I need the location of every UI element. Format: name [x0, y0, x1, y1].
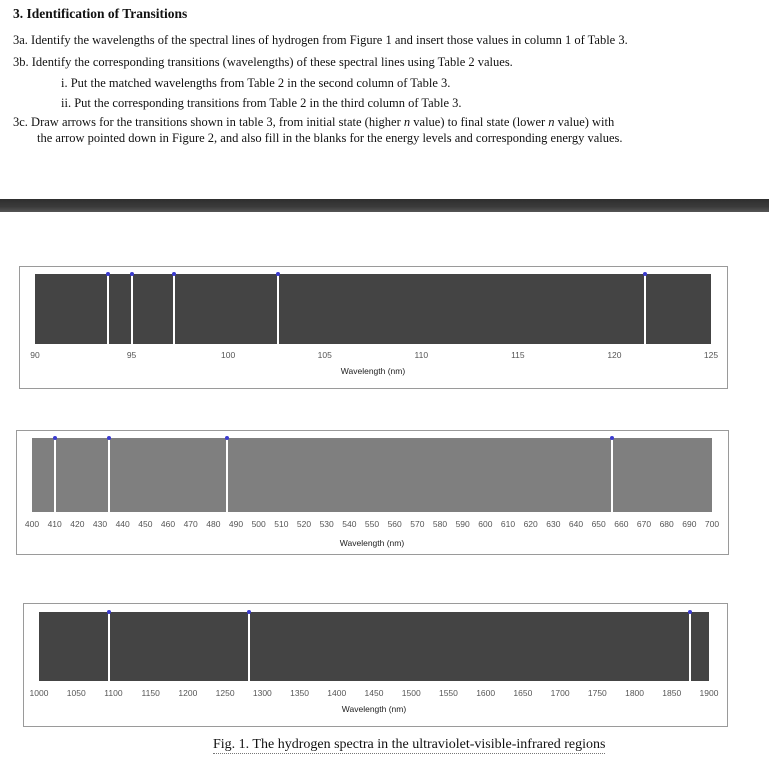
instruction-3c-line1 [13, 115, 614, 130]
uv-spectral-line [173, 274, 175, 344]
instruction-3c-line2: the arrow pointed down in Figure 2, and also fill in the blanks for the energy levels and corresponding energy values. [37, 131, 623, 145]
ir-tick-label: 1600 [476, 688, 496, 698]
ir-spectral-line [689, 612, 691, 681]
visible-tick-label: 640 [568, 519, 584, 529]
visible-tick-label: 690 [682, 519, 697, 529]
ir-tick-label: 1850 [662, 688, 682, 698]
visible-line-marker [225, 436, 229, 440]
ir-axis-label: Wavelength (nm) [341, 704, 407, 714]
visible-tick-label: 550 [364, 519, 380, 529]
visible-spectral-line [611, 438, 613, 512]
ir-tick-label: 1050 [66, 688, 86, 698]
ir-tick-label: 1100 [104, 688, 123, 698]
n-variable: n [403, 115, 411, 129]
visible-tick-label: 510 [274, 519, 289, 529]
visible-tick-label: 520 [296, 519, 312, 529]
ir-tick-label: 1650 [513, 688, 533, 698]
instruction-3b: 3b. Identify the corresponding transitions (wavelengths) of these spectral lines using Table 2 values. [13, 55, 513, 69]
visible-tick-label: 670 [636, 519, 652, 529]
visible-tick-label: 620 [523, 519, 538, 529]
visible-tick-label: 560 [387, 519, 402, 529]
uv-tick-label: 125 [703, 350, 719, 360]
uv-line-marker [130, 272, 134, 276]
n-variable: n [548, 115, 555, 129]
uv-axis-label: Wavelength (nm) [340, 366, 406, 376]
visible-tick-label: 680 [659, 519, 674, 529]
visible-tick-label: 410 [47, 519, 62, 529]
ir-tick-label: 1300 [252, 688, 272, 698]
visible-tick-label: 540 [342, 519, 357, 529]
visible-spectrum-bar [32, 438, 712, 512]
figure-caption: Fig. 1. The hydrogen spectra in the ultraviolet-visible-infrared regions [213, 737, 606, 752]
visible-tick-label: 430 [92, 519, 108, 529]
uv-tick-label: 115 [511, 350, 525, 360]
uv-spectral-line [644, 274, 646, 344]
ir-tick-label: 1350 [290, 688, 310, 698]
ir-tick-label: 1550 [438, 688, 458, 698]
uv-spectral-line [107, 274, 109, 344]
ir-tick-label: 1500 [401, 688, 421, 698]
instruction-3b-i: i. Put the matched wavelengths from Table 2 in the second column of Table 3. [61, 76, 451, 90]
uv-spectral-line [277, 274, 279, 344]
ir-tick-label: 1150 [141, 688, 160, 698]
visible-tick-label: 580 [432, 519, 448, 529]
visible-tick-label: 450 [138, 519, 153, 529]
visible-tick-label: 630 [546, 519, 561, 529]
visible-tick-label: 470 [183, 519, 198, 529]
instruction-3c-part2: value) to final state (lower [410, 115, 549, 129]
instruction-3c-part1: 3c. Draw arrows for the transitions shown in table 3, from initial state (higher [13, 115, 404, 129]
visible-tick-label: 490 [228, 519, 244, 529]
ir-spectral-line [108, 612, 110, 681]
visible-tick-label: 400 [24, 519, 40, 529]
ir-tick-label: 1750 [587, 688, 607, 698]
visible-tick-label: 650 [591, 519, 606, 529]
instruction-3c-part3: value) with [554, 115, 615, 129]
visible-tick-label: 500 [251, 519, 266, 529]
visible-tick-label: 480 [206, 519, 221, 529]
ir-tick-label: 1700 [550, 688, 570, 698]
ir-spectral-line [248, 612, 250, 681]
ir-tick-label: 1000 [29, 688, 49, 698]
visible-tick-label: 530 [319, 519, 334, 529]
visible-tick-label: 700 [704, 519, 720, 529]
ir-line-marker [107, 610, 111, 614]
ir-line-marker [247, 610, 251, 614]
uv-tick-label: 100 [221, 350, 236, 360]
uv-tick-label: 105 [317, 350, 332, 360]
uv-spectral-line [131, 274, 133, 344]
uv-tick-label: 95 [126, 350, 137, 360]
uv-tick-label: 90 [30, 350, 40, 360]
visible-tick-label: 610 [500, 519, 516, 529]
visible-tick-label: 460 [160, 519, 176, 529]
visible-tick-label: 590 [455, 519, 470, 529]
visible-tick-label: 600 [478, 519, 493, 529]
visible-spectral-line [54, 438, 56, 512]
ir-tick-label: 1250 [215, 688, 235, 698]
instruction-3b-ii: ii. Put the corresponding transitions from Table 2 in the third column of Table 3. [61, 96, 462, 110]
visible-spectral-line [226, 438, 228, 512]
ir-tick-label: 1400 [327, 688, 347, 698]
visible-tick-label: 440 [115, 519, 130, 529]
uv-tick-label: 120 [607, 350, 622, 360]
ir-tick-label: 1200 [178, 688, 198, 698]
ir-tick-label: 1900 [699, 688, 719, 698]
visible-tick-label: 660 [614, 519, 629, 529]
section-divider [0, 199, 769, 212]
visible-line-marker [53, 436, 57, 440]
visible-axis-label: Wavelength (nm) [339, 538, 405, 548]
ir-tick-label: 1800 [625, 688, 645, 698]
visible-spectral-line [108, 438, 110, 512]
uv-tick-label: 110 [414, 350, 429, 360]
visible-tick-label: 420 [70, 519, 85, 529]
instruction-3a: 3a. Identify the wavelengths of the spectral lines of hydrogen from Figure 1 and insert those values in column 1 of Table 3. [13, 33, 628, 47]
ir-tick-label: 1450 [364, 688, 384, 698]
visible-tick-label: 570 [410, 519, 425, 529]
section-heading: 3. Identification of Transitions [13, 6, 188, 21]
uv-spectrum-bar [35, 274, 711, 344]
ir-spectrum-bar [39, 612, 709, 681]
